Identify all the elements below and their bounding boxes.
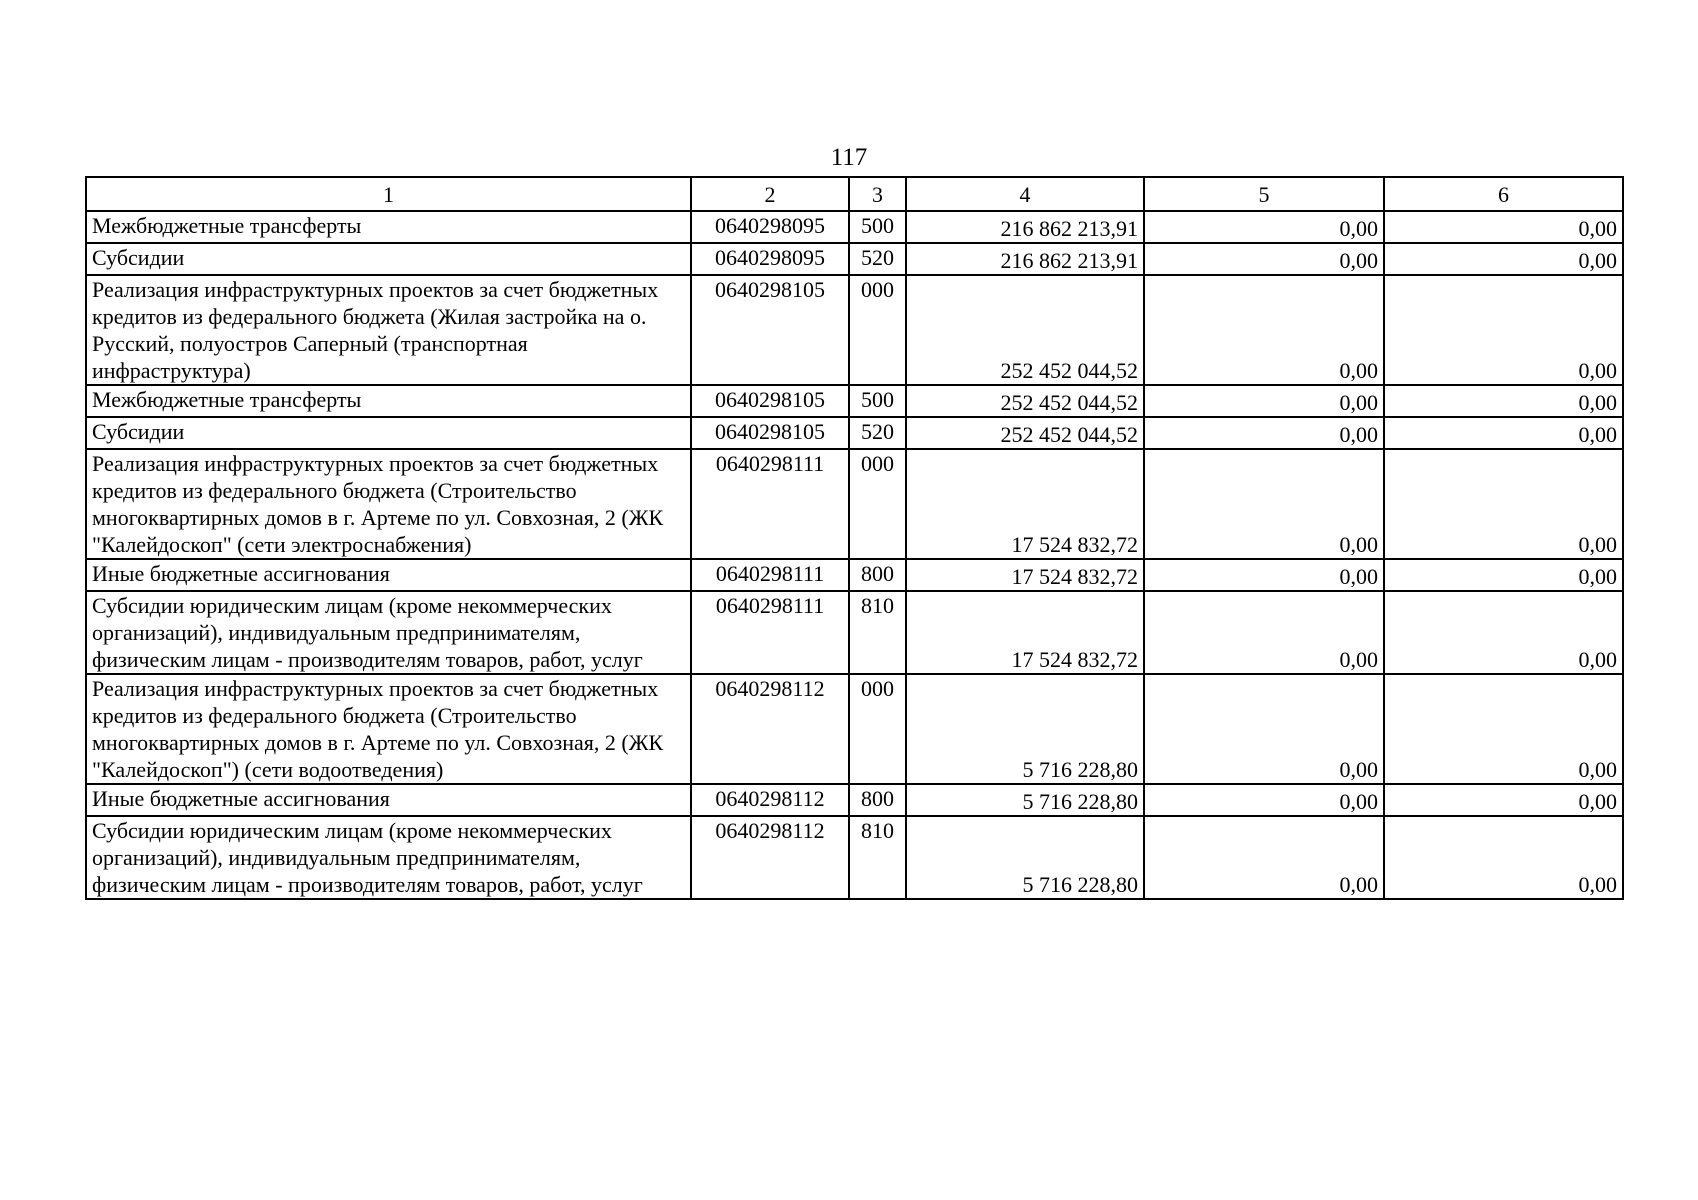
cell-col-5: 0,00 <box>1144 211 1384 243</box>
cell-target-code: 0640298112 <box>691 816 849 899</box>
cell-expense-type: 000 <box>849 275 906 385</box>
cell-target-code: 0640298105 <box>691 417 849 449</box>
cell-col-4: 5 716 228,80 <box>906 784 1144 816</box>
cell-col-4: 252 452 044,52 <box>906 385 1144 417</box>
cell-expense-type: 800 <box>849 559 906 591</box>
cell-col-5: 0,00 <box>1144 243 1384 275</box>
table-row <box>86 816 1623 899</box>
table-row <box>86 674 1623 784</box>
cell-col-5: 0,00 <box>1144 449 1384 559</box>
cell-name: Субсидии юридическим лицам (кроме некоммерческих организаций), индивидуальным предпринимателям, физическим лицам - производителям товаров, работ, услуг <box>86 816 691 899</box>
cell-target-code: 0640298095 <box>691 243 849 275</box>
cell-expense-type: 500 <box>849 385 906 417</box>
header-col-6: 6 <box>1384 177 1623 211</box>
cell-expense-type: 520 <box>849 417 906 449</box>
table-row <box>86 591 1623 674</box>
table-header <box>86 177 1623 211</box>
cell-expense-type: 520 <box>849 243 906 275</box>
cell-expense-type: 800 <box>849 784 906 816</box>
cell-col-4: 5 716 228,80 <box>906 674 1144 784</box>
table-row <box>86 784 1623 816</box>
cell-col-6: 0,00 <box>1384 784 1623 816</box>
cell-col-6: 0,00 <box>1384 674 1623 784</box>
budget-table <box>85 176 1624 900</box>
header-col-2: 2 <box>691 177 849 211</box>
cell-col-6: 0,00 <box>1384 417 1623 449</box>
header-col-4: 4 <box>906 177 1144 211</box>
cell-col-6: 0,00 <box>1384 559 1623 591</box>
cell-col-4: 252 452 044,52 <box>906 417 1144 449</box>
table-row <box>86 211 1623 243</box>
cell-col-6: 0,00 <box>1384 275 1623 385</box>
cell-col-5: 0,00 <box>1144 591 1384 674</box>
cell-target-code: 0640298105 <box>691 275 849 385</box>
cell-col-4: 216 862 213,91 <box>906 211 1144 243</box>
cell-col-5: 0,00 <box>1144 674 1384 784</box>
cell-col-4: 216 862 213,91 <box>906 243 1144 275</box>
cell-col-5: 0,00 <box>1144 417 1384 449</box>
cell-col-5: 0,00 <box>1144 275 1384 385</box>
cell-name: Иные бюджетные ассигнования <box>86 784 691 816</box>
cell-col-4: 17 524 832,72 <box>906 449 1144 559</box>
table-row <box>86 275 1623 385</box>
cell-name: Межбюджетные трансферты <box>86 211 691 243</box>
cell-col-5: 0,00 <box>1144 816 1384 899</box>
cell-target-code: 0640298111 <box>691 591 849 674</box>
cell-col-4: 17 524 832,72 <box>906 559 1144 591</box>
cell-name: Реализация инфраструктурных проектов за счет бюджетных кредитов из федерального бюджета (Строительство многоквартирных домов в г. Артеме по ул. Совхозная, 2 (ЖК "Калейдоскоп" (сети электроснабжения) <box>86 449 691 559</box>
cell-name: Реализация инфраструктурных проектов за счет бюджетных кредитов из федерального бюджета (Строительство многоквартирных домов в г. Артеме по ул. Совхозная, 2 (ЖК "Калейдоскоп") (сети водоотведения) <box>86 674 691 784</box>
cell-name: Субсидии <box>86 243 691 275</box>
cell-col-5: 0,00 <box>1144 385 1384 417</box>
cell-col-6: 0,00 <box>1384 449 1623 559</box>
cell-target-code: 0640298112 <box>691 784 849 816</box>
cell-target-code: 0640298105 <box>691 385 849 417</box>
cell-col-4: 5 716 228,80 <box>906 816 1144 899</box>
cell-col-5: 0,00 <box>1144 559 1384 591</box>
header-col-1: 1 <box>86 177 691 211</box>
header-row <box>86 177 1623 211</box>
table-body <box>86 211 1623 899</box>
cell-expense-type: 000 <box>849 674 906 784</box>
cell-expense-type: 810 <box>849 591 906 674</box>
table-row <box>86 385 1623 417</box>
table-row <box>86 559 1623 591</box>
table-row <box>86 449 1623 559</box>
cell-name: Иные бюджетные ассигнования <box>86 559 691 591</box>
page-number: 117 <box>830 144 868 171</box>
cell-name: Межбюджетные трансферты <box>86 385 691 417</box>
cell-target-code: 0640298112 <box>691 674 849 784</box>
cell-expense-type: 810 <box>849 816 906 899</box>
cell-col-5: 0,00 <box>1144 784 1384 816</box>
cell-name: Субсидии <box>86 417 691 449</box>
cell-expense-type: 500 <box>849 211 906 243</box>
cell-col-6: 0,00 <box>1384 591 1623 674</box>
cell-col-4: 17 524 832,72 <box>906 591 1144 674</box>
table-row <box>86 417 1623 449</box>
header-col-5: 5 <box>1144 177 1384 211</box>
cell-col-6: 0,00 <box>1384 243 1623 275</box>
header-col-3: 3 <box>849 177 906 211</box>
cell-col-6: 0,00 <box>1384 816 1623 899</box>
cell-expense-type: 000 <box>849 449 906 559</box>
cell-name: Субсидии юридическим лицам (кроме некоммерческих организаций), индивидуальным предпринимателям, физическим лицам - производителям товаров, работ, услуг <box>86 591 691 674</box>
cell-col-6: 0,00 <box>1384 385 1623 417</box>
cell-target-code: 0640298111 <box>691 449 849 559</box>
cell-col-4: 252 452 044,52 <box>906 275 1144 385</box>
table-row <box>86 243 1623 275</box>
cell-target-code: 0640298111 <box>691 559 849 591</box>
cell-col-6: 0,00 <box>1384 211 1623 243</box>
cell-name: Реализация инфраструктурных проектов за счет бюджетных кредитов из федерального бюджета (Жилая застройка на о. Русский, полуостров Саперный (транспортная инфраструктура) <box>86 275 691 385</box>
cell-target-code: 0640298095 <box>691 211 849 243</box>
